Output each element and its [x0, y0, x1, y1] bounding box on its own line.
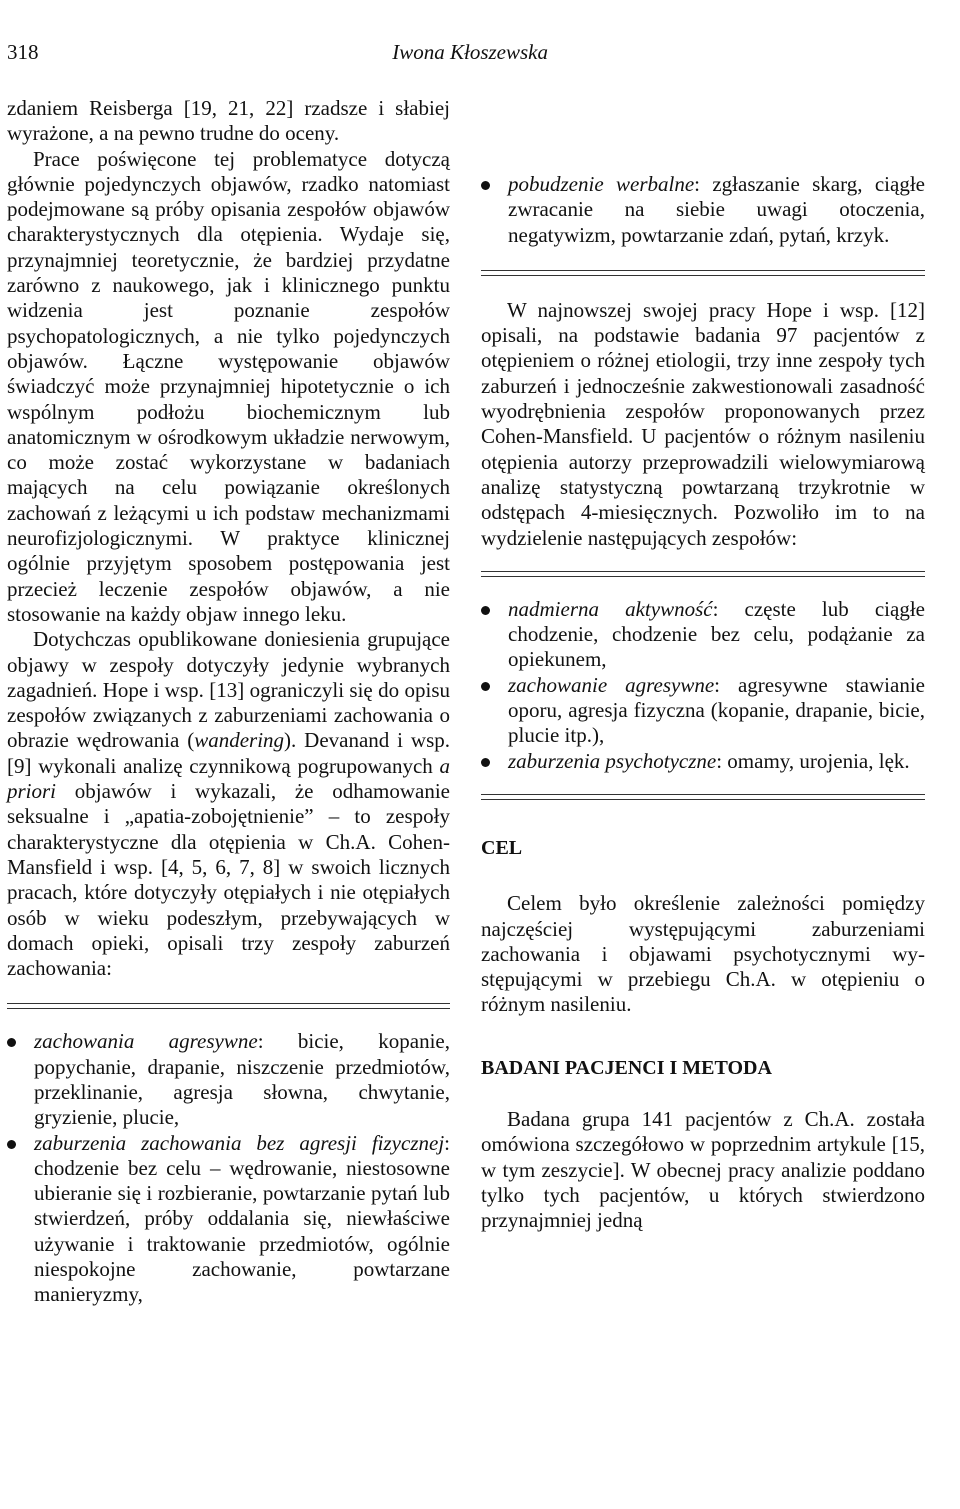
italic-term-a-priori: a priori — [7, 753, 450, 804]
text-run: objawów i wykazali, że odhamowanie seksualne i „apatia-zobojętnienie” – to zespoły charakterystyczne dla otępienia w Ch.A. Cohen-Mansfield i wsp. [4, 5, 6, 7, 8] w swoich licznych pracach, które dotyczyły otępiałych i nie otępiałych osób w wieku podeszłym, przebywających w domach opieki, opisali trzy zespoły zaburzeń zachowania: — [7, 779, 450, 981]
paragraph-reisberg: zdaniem Reisberga [19, 21, 22] rzadsze i słabiej wyrażone, a na pewno trudne do oceny. — [7, 96, 450, 146]
list-item-term: zachowanie agresywne — [508, 672, 715, 697]
list-item — [481, 172, 925, 248]
text-run: ). Devanand i wsp. [9] wykonali analizę czynnikową pogrupowanych — [7, 728, 450, 778]
paragraph-syndromes: Prace poświęcone tej problematyce dotyczą głównie pojedynczych objawów, rzadko natomiast podejmowane są próby opisania zespołów objawów charakterystycznych dla otępienia. Wydaje się, przynajmniej teoretycznie, że bardziej przydatne zarówno z naukowego, jak i klinicznego punktu widzenia jest poznanie zespołów psychopatologicznych, a nie tylko pojedynczych objawów. Łączne występowanie objawów świadczyć może przynajmniej hipotetycznie o ich wspólnym podłożu biochemicznym lub anatomicznym w ośrodkowym układzie nerwowym, co może zostać wykorzystane w badaniach mających na celu powiązanie określonych zachowań z leżącymi u ich podstaw mechanizmami neurofizjologicznymi. W praktyce klinicznej ogólnie przyjętym sposobem postępowania jest przecież leczenie zespołów objawów, a nie stosowanie na każdy objaw innego leku. — [7, 146, 450, 626]
page-number: 318 — [7, 40, 39, 64]
paragraph-cel: Celem było określenie zależności pomiędzy najczęściej występującymi zaburzeniami zachowania i objawami psychotycznymi występującymi w przebiegu Ch.A. w otępieniu o różnym nasileniu. — [481, 891, 925, 1017]
text-run: Dotychczas opublikowane doniesienia grupujące objawy w zespoły dotyczyły jedynie wybranych zagadnień. Hope i wsp. [13] ograniczyli się do opisu zespołów związanych z zaburzeniami zachowania o obrazie wędrowania ( — [7, 627, 450, 753]
list-item-text: : omamy, urojenia, lęk. — [716, 748, 910, 773]
paragraph-previous-reports — [7, 627, 450, 981]
list-item-text: : częste lub ciągłe chodzenie, chodzenie bez celu, podążanie za opiekunem, — [508, 596, 925, 672]
cohen-mansfield-syndrome-list — [7, 1029, 450, 1307]
paragraph-hope: W najnowszej swojej pracy Hope i wsp. [12] opisali, na podstawie badania 97 pacjentów z otępieniem o różnej etiologii, trzy inne zespoły tych zaburzeń i jednocześnie zakwestionowali zasadność wyodrębnienia zespołów proponowanych przez Cohen-Mansfield. U pacjentów o różnym nasileniu otępienia autorzy przeprowadzili wielowymiarową analizę statystyczną powtarzaną trzykrotnie w odstępach 4-miesięcznych. Pozwoliło im to na wydzielenie następujących zespołów: — [481, 297, 925, 550]
hope-syndrome-list — [481, 597, 925, 774]
list-item-text: : zgłaszanie skarg, ciągłe zwracanie na siebie uwagi otoczenia, negatywizm, powtarzanie zdań, pytań, krzyk. — [508, 172, 925, 247]
double-rule — [7, 1003, 450, 1009]
list-item-term: pobudzenie werbalne — [508, 172, 695, 196]
list-item-term: zaburzenia zachowania bez agresji fizycznej — [34, 1130, 445, 1155]
list-item-term: zaburzenia psychotyczne — [508, 748, 717, 773]
list-item-term: zachowania agresywne — [34, 1029, 258, 1054]
list-item — [481, 673, 925, 749]
paragraph-metoda: Badana grupa 141 pacjentów z Ch.A. została omówiona szczegółowo w poprzednim artykule [15, w tym zeszycie]. W obecnej pracy analizie poddano tylko tych pacjentów, u których stwierdzono przynajmniej jedną — [481, 1107, 925, 1233]
right-column — [481, 96, 925, 1234]
list-item — [481, 597, 925, 673]
list-item-text: : chodzenie bez celu – wędrowanie, niestosowne ubieranie się i rozbieranie, powtarzanie pytań lub stwierdzeń, próby oddalania się, niewłaściwe używanie i traktowanie przedmiotów, ogólnie niespokojne zachowanie, powtarzane manieryzmy, — [34, 1130, 450, 1307]
double-rule — [481, 794, 925, 800]
list-item-text: : bicie, kopanie, popychanie, drapanie, niszczenie przedmiotów, przeklinanie, agresja słowna, chwytanie, gryzienie, plucie, — [34, 1029, 450, 1130]
list-item — [481, 749, 925, 774]
list-item-text: : agresywne stawianie oporu, agresja fizyczna (kopanie, drapanie, bicie, plucie itp.), — [508, 672, 925, 748]
italic-term-wandering: wandering — [194, 728, 285, 753]
double-rule — [481, 270, 925, 276]
section-heading-metoda: BADANI PACJENCI I METODA — [481, 1056, 772, 1079]
page-header — [0, 40, 960, 70]
double-rule — [481, 571, 925, 577]
running-head: Iwona Kłoszewska — [392, 40, 548, 64]
list-item-term: nadmierna aktywność — [508, 596, 713, 621]
cohen-mansfield-syndrome-list-cont — [481, 172, 925, 248]
list-item — [7, 1029, 450, 1130]
list-item — [7, 1131, 450, 1308]
section-heading-cel: CEL — [481, 836, 523, 859]
left-column — [7, 96, 450, 1308]
